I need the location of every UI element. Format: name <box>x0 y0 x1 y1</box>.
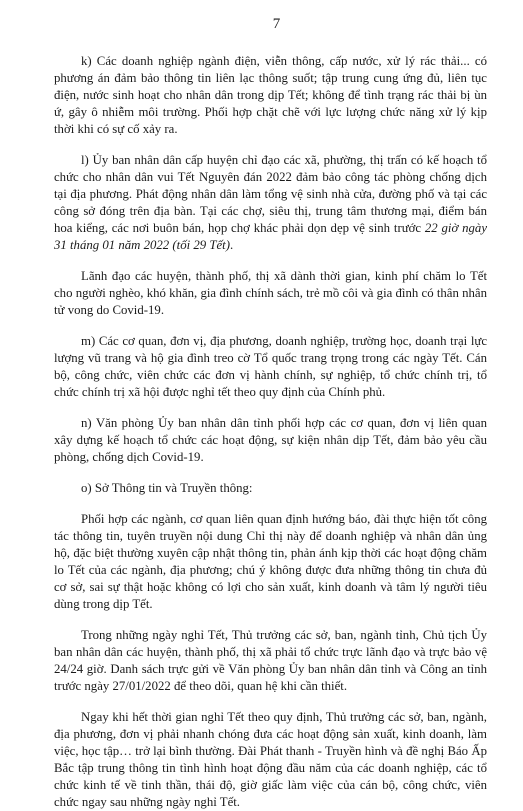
paragraph-leaders: Lãnh đạo các huyện, thành phố, thị xã dành thời gian, kinh phí chăm lo Tết cho người nghèo, khó khăn, gia đình chính sách, trẻ mồ côi và gia đình có thân nhân tử vong do Covid-19. <box>54 269 487 317</box>
page-number: 7 <box>272 16 281 32</box>
paragraph-l <box>54 152 487 254</box>
paragraph-l-text: l) Ủy ban nhân dân cấp huyện chỉ đạo các xã, phường, thị trấn có kế hoạch tổ chức cho nhân dân vui Tết Nguyên đán 2022 đảm bảo công tác phòng chống dịch tại địa phương. Phát động nhân dân làm tổng vệ sinh nhà cửa, đường phố và tại các công sở đóng trên địa bàn. Tại các chợ, siêu thị, trung tâm thương mại, điểm bán hoa kiểng, các nơi buôn bán, họp chợ khác phải dọn dẹp vệ sinh trước <box>54 153 487 235</box>
paragraph-m: m) Các cơ quan, đơn vị, địa phương, doanh nghiệp, trường học, doanh trại lực lượng vũ trang và hộ gia đình treo cờ Tổ quốc trang trọng trong các ngày Tết. Cán bộ, công chức, viên chức các đơn vị hành chính, sự nghiệp, tổ chức chính trị, tổ chức chính trị xã hội được nghỉ tết theo quy định của Chính phủ. <box>54 334 487 399</box>
paragraph-n: n) Văn phòng Ủy ban nhân dân tỉnh phối hợp các cơ quan, đơn vị liên quan xây dựng kế hoạch tổ chức các hoạt động, sự kiện nhân dịp Tết, đảm bảo yêu cầu phòng, chống dịch Covid-19. <box>54 416 487 464</box>
paragraph-o-heading: o) Sở Thông tin và Truyền thông: <box>81 481 253 495</box>
paragraph-after-holiday: Ngay khi hết thời gian nghỉ Tết theo quy định, Thủ trưởng các sở, ban, ngành, địa phương, đơn vị phải nhanh chóng đưa các hoạt động sản xuất, kinh doanh, làm việc, học tập… trở lại bình thường. Đài Phát thanh - Truyền hình và đề nghị Báo Ấp Bắc tập trung thông tin tình hình hoạt động đầu năm của các doanh nghiệp, các tổ chức kinh tế về tinh thần, thái độ, giờ giấc làm việc của cán bộ, công chức, viên chức ngay sau những ngày nghỉ Tết. <box>54 710 487 809</box>
paragraph-l-deadline: 22 giờ ngày 31 tháng 01 năm 2022 (tối 29 Tết) <box>54 221 487 252</box>
paragraph-holiday-duty: Trong những ngày nghỉ Tết, Thủ trưởng các sở, ban, ngành tỉnh, Chủ tịch Ủy ban nhân dân các huyện, thành phố, thị xã phải tổ chức trực lãnh đạo và trực bảo vệ 24/24 giờ. Danh sách trực gửi về Văn phòng Ủy ban nhân dân tỉnh và Công an tỉnh trước ngày 27/01/2022 để theo dõi, quan hệ khi cần thiết. <box>54 628 487 693</box>
paragraph-o-body: Phối hợp các ngành, cơ quan liên quan định hướng báo, đài thực hiện tốt công tác thông tin, tuyên truyền nội dung Chỉ thị này để doanh nghiệp và nhân dân ủng hộ, đặc biệt thường xuyên cập nhật thông tin, phản ánh kịp thời các hoạt động chăm lo Tết của các ngành, địa phương; chú ý không được đưa những thông tin chưa đủ cơ sở, sai sự thật hoặc không có lợi cho sản xuất, kinh doanh và tâm lý người tiêu dùng trong dịp Tết. <box>54 512 487 611</box>
paragraph-k: k) Các doanh nghiệp ngành điện, viễn thông, cấp nước, xử lý rác thải... có phương án đảm bảo thông tin liên lạc thông suốt; tập trung cung ứng đủ, liên tục điện, nước sinh hoạt cho nhân dân trong dịp Tết; không để tình trạng rác thải bị ùn ứ, gây ô nhiễm môi trường. Phối hợp chặt chẽ với lực lượng chức năng xử lý kịp thời khi có sự cố xảy ra. <box>54 54 487 136</box>
paragraph-l-suffix: . <box>229 238 234 252</box>
